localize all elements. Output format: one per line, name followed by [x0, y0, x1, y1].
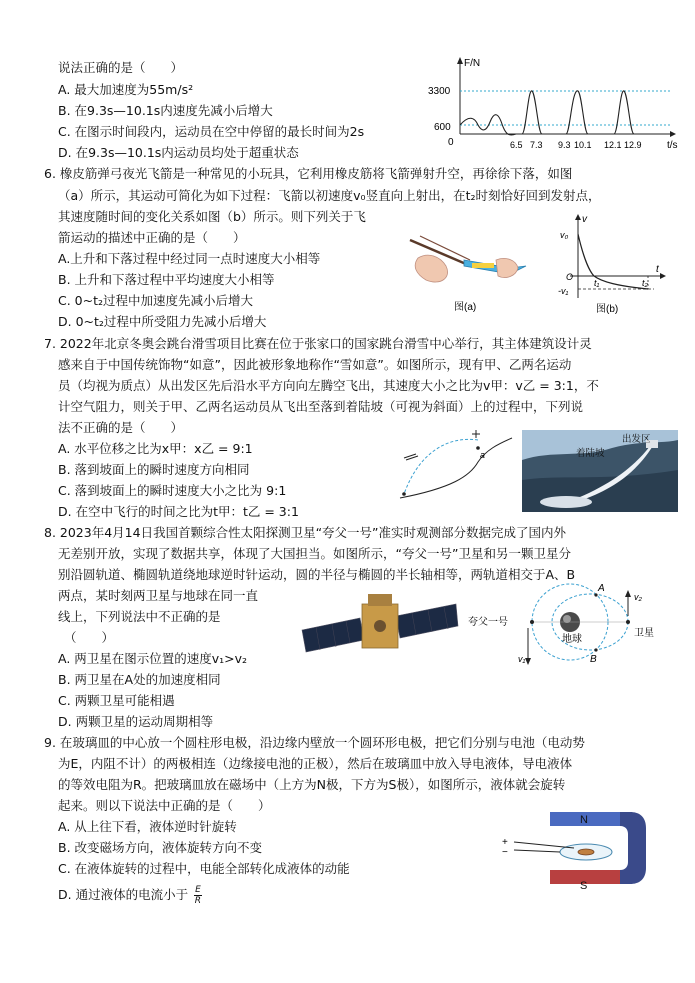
q5-force-time-graph: [418, 56, 680, 152]
q6-graph-neg-v1-label: -v₁: [558, 286, 569, 296]
q8-stem-line-2: 无差别开放，实现了数据共享，体现了大国担当。如图所示，“夸父一号”卫星和另一颗卫星分: [58, 546, 571, 561]
q9-option-d-fraction: [194, 885, 202, 906]
q9-option-a: A. 从上往下看，液体逆时针旋转: [58, 819, 237, 834]
q8-option-c: C. 两颗卫星可能相遇: [58, 693, 175, 708]
q8-orbit-label-kuafu: 夸父一号: [468, 617, 508, 628]
q8-orbit-label-satellite: 卫星: [634, 628, 654, 639]
q7-option-d: D. 在空中飞行的时间之比为t甲：t乙 = 3:1: [58, 504, 299, 519]
q8-option-d: D. 两颗卫星的运动周期相等: [58, 714, 214, 729]
q9-magnet-diagram: [500, 808, 650, 890]
q6-figure-a-slingshot: [406, 230, 538, 316]
q9-minus-terminal: −: [502, 847, 508, 858]
q8-stem-line-6: （ ）: [64, 630, 115, 645]
q9-option-b: B. 改变磁场方向，液体旋转方向不变: [58, 840, 263, 855]
q6-graph-t2-label: t₂: [642, 278, 648, 288]
q7-option-a: A. 水平位移之比为x甲：x乙 = 9:1: [58, 441, 253, 456]
q6-figure-a-label: 图(a): [454, 302, 477, 313]
q6-graph-v0-label: v₀: [560, 230, 569, 240]
q8-orbit-label-a: A: [598, 583, 605, 594]
q9-stem-line-1: 9. 在玻璃皿的中心放一个圆柱形电极，沿边缘内壁放一个圆环形电极，把它们分别与电池（电动势: [44, 735, 585, 750]
q7-photo-start-zone-label: 出发区: [622, 434, 651, 445]
q7-option-b: B. 落到坡面上的瞬时速度方向相同: [58, 462, 250, 477]
q6-stem-line-3: 其速度随时间的变化关系如图（b）所示。则下列关于飞: [58, 209, 366, 224]
q6-stem-line-1: 6. 橡皮筋弹弓夜光飞箭是一种常见的小玩具，它利用橡皮筋将飞箭弹射升空，再徐徐下落，如图: [44, 166, 573, 181]
q8-orbit-label-v1: v₁: [518, 654, 526, 664]
q5-graph-x-tick-12.1: 12.1: [604, 140, 622, 150]
q5-option-a: A. 最大加速度为55m/s²: [58, 82, 194, 97]
q5-graph-x-tick-12.9: 12.9: [624, 140, 642, 150]
q8-orbit-label-b: B: [590, 654, 597, 665]
q9-stem-line-4: 起来。则以下说法中正确的是（ ）: [58, 798, 271, 813]
q5-graph-x-tick-6.5: 6.5: [510, 140, 523, 150]
q8-stem-line-5: 线上，下列说法中不正确的是: [58, 609, 221, 624]
q5-stem: 说法正确的是（ ）: [58, 60, 184, 75]
q9-option-d-text: D. 通过液体的电流小于: [58, 887, 189, 902]
q6-graph-t-label: t: [656, 264, 659, 275]
q7-photo-landing-slope-label: 着陆坡: [576, 448, 605, 459]
q8-stem-line-4: 两点，某时刻两卫星与地球在同一直: [58, 588, 259, 603]
q7-diagram-point-a: a: [480, 450, 486, 460]
q9-stem-line-2: 为E，内阻不计）的两极相连（边缘接电池的正极），然后在玻璃皿中放入导电液体，导电液体: [58, 756, 573, 771]
q6-option-a: A.上升和下落过程中经过同一点时速度大小相等: [58, 251, 321, 266]
q8-satellite-photo: [300, 590, 460, 662]
q8-orbit-label-v2: v₂: [634, 592, 642, 602]
q7-stem-line-5: 法不正确的是（ ）: [58, 420, 184, 435]
q6-figure-b-label: 图(b): [596, 304, 619, 315]
q9-magnet-north-label: N: [580, 814, 588, 826]
q9-magnet-south-label: S: [580, 880, 588, 890]
q7-stem-line-1: 7. 2022年北京冬奥会跳台滑雪项目比赛在位于张家口的国家跳台滑雪中心举行，其主体建筑设计灵: [44, 336, 592, 351]
q6-option-d: D. 0~t₂过程中所受阻力先减小后增大: [58, 314, 267, 329]
q9-fraction-numerator: E: [195, 885, 201, 895]
q5-graph-x-tick-9.3: 9.3: [558, 140, 571, 150]
q5-graph-y-tick-600: 600: [434, 122, 451, 133]
q8-orbit-diagram: [466, 578, 676, 670]
q9-option-c: C. 在液体旋转的过程中，电能全部转化成液体的动能: [58, 861, 350, 876]
q7-ski-jump-photo: [522, 430, 678, 512]
q5-graph-x-tick-10.1: 10.1: [574, 140, 592, 150]
q7-ski-jump-diagram: [390, 428, 520, 512]
q5-graph-y-tick-3300: 3300: [428, 86, 451, 97]
q7-stem-line-2: 感来自于中国传统饰物“如意”，因此被形象地称作“雪如意”。如图所示，现有甲、乙两名运动: [58, 357, 572, 372]
q9-plus-terminal: +: [502, 837, 508, 848]
q5-graph-x-label: t/s: [667, 140, 678, 151]
q5-option-b: B. 在9.3s—10.1s内速度先减小后增大: [58, 103, 273, 118]
q9-option-d: [58, 884, 202, 906]
q6-graph-v-label: v: [582, 214, 587, 225]
q5-graph-y-label: F/N: [464, 58, 481, 69]
q9-stem-line-3: 的等效电阻为R。把玻璃皿放在磁场中（上方为N极，下方为S极），如图所示，液体就会旋转: [58, 777, 566, 792]
q7-stem-line-3: 员（均视为质点）从出发区先后沿水平方向向左腾空飞出，其速度大小之比为v甲：v乙 = 3:1，不: [58, 378, 599, 393]
q8-stem-line-1: 8. 2023年4月14日我国首颗综合性太阳探测卫星“夸父一号”准实时观测部分数据完成了国内外: [44, 525, 567, 540]
q6-option-b: B. 上升和下落过程中平均速度大小相等: [58, 272, 275, 287]
q8-option-a: A. 两卫星在图示位置的速度v₁>v₂: [58, 651, 248, 666]
q6-figure-b-velocity-graph: [558, 212, 668, 316]
q7-stem-line-4: 计空气阻力，则关于甲、乙两名运动员从飞出至落到着陆坡（可视为斜面）上的过程中，下列说: [58, 399, 584, 414]
q5-option-d: D. 在9.3s—10.1s内运动员均处于超重状态: [58, 145, 299, 160]
q5-option-c: C. 在图示时间段内，运动员在空中停留的最长时间为2s: [58, 124, 365, 139]
q7-option-c: C. 落到坡面上的瞬时速度大小之比为 9:1: [58, 483, 287, 498]
q6-graph-origin-label: O: [566, 272, 574, 282]
q8-stem-line-3: 别沿圆轨道、椭圆轨道绕地球逆时针运动，圆的半径与椭圆的半长轴相等，两轨道相交于A、B: [58, 567, 576, 582]
q6-stem-line-2: （a）所示，其运动可简化为如下过程：飞箭以初速度v₀竖直向上射出，在t₂时刻恰好回到发射点，: [58, 188, 601, 203]
q6-option-c: C. 0~t₂过程中加速度先减小后增大: [58, 293, 254, 308]
q8-option-b: B. 两卫星在A处的加速度相同: [58, 672, 221, 687]
q6-stem-line-4: 箭运动的描述中正确的是（ ）: [58, 230, 246, 245]
q5-graph-x-tick-7.3: 7.3: [530, 140, 543, 150]
q6-graph-t1-label: t₁: [594, 278, 600, 288]
q8-orbit-label-earth: 地球: [562, 634, 582, 645]
q5-graph-y-tick-0: 0: [448, 137, 454, 148]
q9-fraction-denominator: R: [194, 896, 202, 906]
